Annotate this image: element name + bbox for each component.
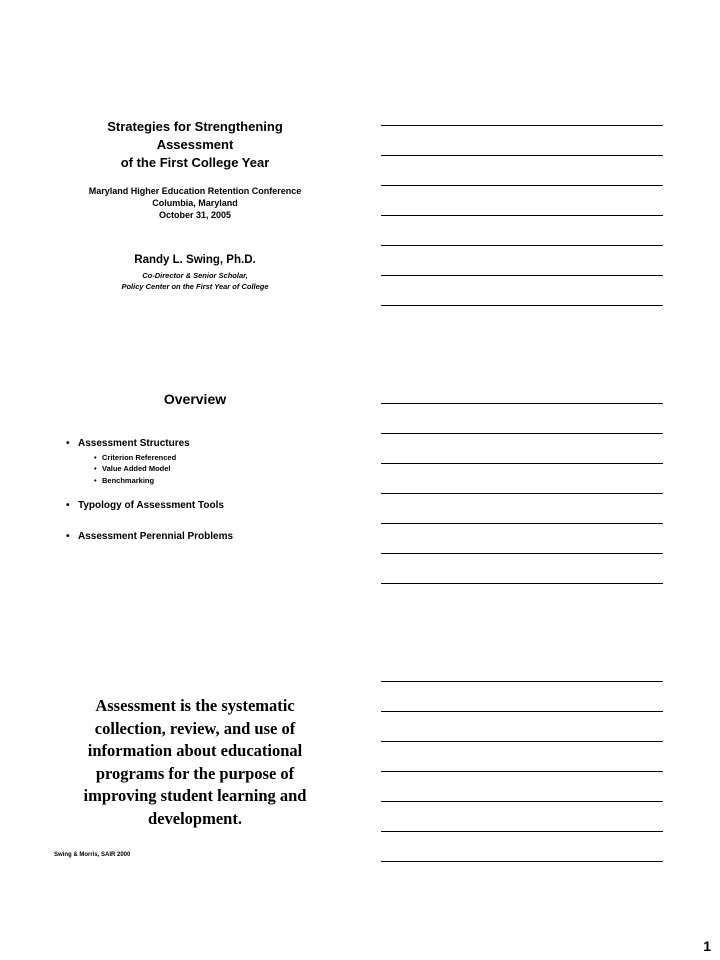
quote-line: improving student learning and bbox=[83, 786, 307, 805]
quote-line: Assessment is the systematic bbox=[95, 696, 295, 715]
note-line bbox=[381, 493, 663, 494]
note-line bbox=[381, 831, 663, 832]
bullet-icon: • bbox=[94, 476, 97, 485]
assessment-definition-quote bbox=[50, 695, 340, 830]
list-item bbox=[66, 500, 224, 511]
note-line bbox=[381, 305, 663, 306]
note-line bbox=[381, 275, 663, 276]
slide-1-title bbox=[50, 118, 340, 172]
note-line bbox=[381, 125, 663, 126]
note-line bbox=[381, 185, 663, 186]
bullet-icon: • bbox=[66, 438, 70, 449]
title-line: Strategies for Strengthening bbox=[107, 119, 283, 134]
note-line bbox=[381, 681, 663, 682]
title-line: of the First College Year bbox=[120, 155, 270, 170]
author-roles bbox=[50, 270, 340, 292]
note-line bbox=[381, 771, 663, 772]
note-line bbox=[381, 741, 663, 742]
quote-line: information about educational bbox=[87, 741, 303, 760]
author-role-line: Policy Center on the First Year of College bbox=[121, 282, 269, 291]
slide-2-title: Overview bbox=[163, 391, 227, 407]
conference-date: October 31, 2005 bbox=[158, 210, 232, 220]
note-line bbox=[381, 583, 663, 584]
note-line bbox=[381, 245, 663, 246]
note-line bbox=[381, 403, 663, 404]
page-number: 1 bbox=[703, 938, 711, 954]
note-line bbox=[381, 711, 663, 712]
quote-line: programs for the purpose of bbox=[95, 763, 295, 783]
conference-info bbox=[50, 185, 340, 221]
list-item-label: Assessment Perennial Problems bbox=[78, 531, 234, 542]
list-item-label: Assessment Structures bbox=[78, 438, 190, 449]
bullet-icon: • bbox=[94, 453, 97, 462]
quote-line: collection, review, and use of bbox=[94, 718, 296, 738]
bullet-icon: • bbox=[66, 531, 70, 542]
quote-line: development. bbox=[148, 808, 242, 828]
note-line bbox=[381, 463, 663, 464]
sub-list-item bbox=[94, 464, 170, 473]
sub-list-item-label: Value Added Model bbox=[102, 464, 171, 473]
author-role-line: Co-Director & Senior Scholar, bbox=[142, 271, 248, 280]
bullet-icon: • bbox=[66, 500, 70, 511]
note-line bbox=[381, 553, 663, 554]
bullet-icon: • bbox=[94, 464, 97, 473]
note-line bbox=[381, 523, 663, 524]
sub-list-item-label: Benchmarking bbox=[102, 476, 155, 485]
list-item bbox=[66, 438, 190, 449]
note-line bbox=[381, 801, 663, 802]
list-item bbox=[66, 531, 233, 542]
quote-citation: Swing & Morris, SAIR 2000 bbox=[54, 852, 131, 858]
sub-list-item bbox=[94, 453, 176, 462]
conference-location: Columbia, Maryland bbox=[152, 198, 238, 208]
note-line bbox=[381, 861, 663, 862]
note-line bbox=[381, 215, 663, 216]
note-line bbox=[381, 155, 663, 156]
sub-list-item-label: Criterion Referenced bbox=[102, 453, 177, 462]
author-name: Randy L. Swing, Ph.D. bbox=[134, 254, 256, 266]
sub-list-item bbox=[94, 476, 154, 485]
conference-name: Maryland Higher Education Retention Conference bbox=[88, 186, 302, 196]
note-line bbox=[381, 433, 663, 434]
title-line: Assessment bbox=[156, 137, 234, 152]
list-item-label: Typology of Assessment Tools bbox=[78, 500, 224, 511]
